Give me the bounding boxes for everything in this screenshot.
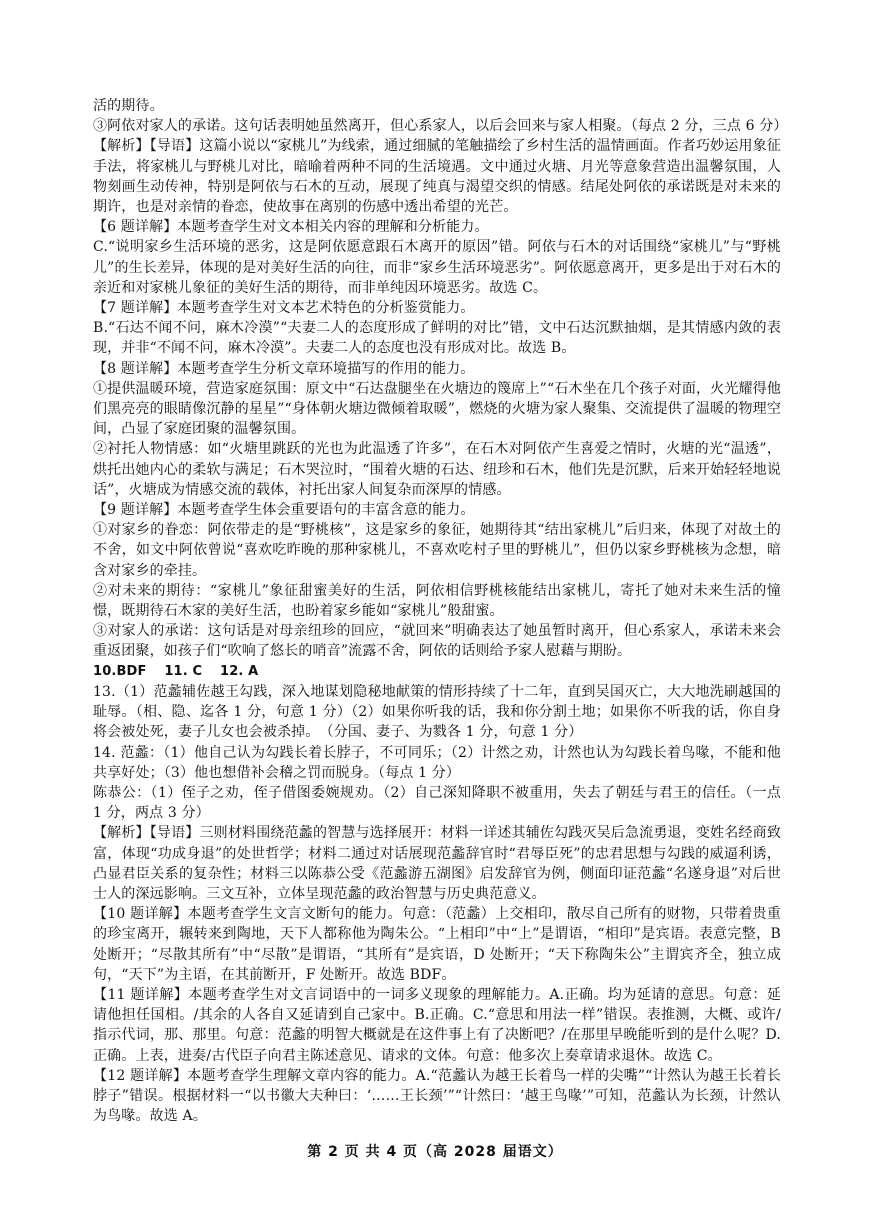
paragraph: 14. 范蠡：（1）他自己认为勾践长着长脖子，不可同乐；（2）计然之劝，计然也认为勾践长着鸟喙，不能和他共享好处；（3）他也想借补会稽之罚而脱身。（每点 1 分） [93,744,781,781]
paragraph: 13.（1）范蠡辅佐越王勾践，深入地谋划隐秘地献策的情形持续了十二年，直到吴国灭亡，大大地洗刷越国的耻辱。（相、隐、迄各 1 分，句意 1 分）（2）如果你听我的话，我和你分割土地；如果你不听我的话，你自身将会被处死，妻子儿女也会被杀掉。 （分国、妻子、为戮各 1 分，句意 1 分） [93,683,781,741]
paragraph: 【解析】【导语】三则材料围绕范蠡的智慧与选择展开：材料一详述其辅佐勾践灭吴后急流勇退，变姓名经商致富，体现“功成身退”的处世哲学；材料二通过对话展现范蠡辞官时“君辱臣死”的忠君思想与勾践的威逼利诱，凸显君臣关系的复杂性；材料三以陈恭公受《范蠡游五湖图》启发辞官为例，侧面印证范蠡“名遂身退”对后世士人的深远影响。三文互补，立体呈现范蠡的政治智慧与历史典范意义。 [93,825,781,902]
paragraph: 【9 题详解】本题考查学生体会重要语句的丰富含意的能力。 [93,502,475,519]
paragraph: 【12 题详解】本题考查学生理解文章内容的能力。A.“范蠡认为越王长着鸟一样的尖嘴”“计然认为越王长着长脖子”错误。根据材料一“以书徽大夫种曰：‘……王长颈’”“计然曰：‘越王鸟喙’”可知，范蠡认为长颈，计然认为鸟喙。故选 A。 [93,1067,781,1125]
paragraph: B.“石达不闻不问，麻木冷漠”“夫妻二人的态度形成了鲜明的对比”错，文中石达沉默抽烟，是其情感内敛的表现，并非“不闻不问，麻木冷漠”。夫妻二人的态度也没有形成对比。故选 B。 [93,320,781,357]
paragraph: 【6 题详解】本题考查学生对文本相关内容的理解和分析能力。 [93,219,489,236]
paragraph: ①对家乡的眷恋：阿依带走的是“野桃核”，这是家乡的象征，她期待其“结出家桃儿”后归来，体现了对故土的不舍，如文中阿依曾说“喜欢吃昨晚的那种家桃儿，不喜欢吃村子里的野桃儿”，但仍以家乡野桃核为念想，暗含对家乡的牵挂。 [93,522,781,579]
paragraph: ②对未来的期待：“家桃儿”象征甜蜜美好的生活，阿依相信野桃核能结出家桃儿，寄托了她对未来生活的憧憬，既期待石木家的美好生活，也盼着家乡能如“家桃儿”般甜蜜。 [93,582,781,620]
paragraph: 【8 题详解】本题考查学生分析文章环境描写的作用的能力。 [93,360,475,377]
paragraph: 【解析】【导语】这篇小说以“家桃儿”为线索，通过细腻的笔触描绘了乡村生活的温情画面。作者巧妙运用象征手法，将家桃儿与野桃儿对比，暗喻着两种不同的生活境遇。文中通过火塘、月光等意象营造出温馨氛围，人物刻画生动传神，特别是阿依与石木的互动，展现了纯真与渴望交织的情感。结尾处阿依的承诺既是对未来的期许，也是对亲情的眷恋，使故事在离别的伤感中透出希望的光芒。 [93,138,781,216]
answer-key-body [93,96,788,1126]
paragraph: ③对家人的承诺：这句话是对母亲纽珍的回应，“就回来”明确表达了她虽暂时离开，但心系家人，承诺未来会重返团聚，如孩子们“吹响了悠长的哨音”流露不舍，阿依的话则给予家人慰藉与期盼。 [93,623,781,660]
paragraph: C.“说明家乡生活环境的恶劣，这是阿依愿意跟石木离开的原因”错。阿依与石木的对话围绕“家桃儿”与“野桃儿”的生长差异，体现的是对美好生活的向往，而非“家乡生活环境恶劣”。阿依愿意离开，更多是出于对石木的亲近和对家桃儿象征的美好生活的期待，而非单纯因环境恶劣。故选 C。 [93,239,781,296]
paragraph: 【7 题详解】本题考查学生对文本艺术特色的分析鉴赏能力。 [93,300,475,317]
paragraph: 【10 题详解】本题考查学生文言文断句的能力。句意：（范蠡）上交相印，散尽自己所有的财物，只带着贵重的珍宝离开，辗转来到陶地，天下人都称他为陶朱公。“上相印”中“上”是谓语，“相印”是宾语。表意完整，B 处断开；“尽散其所有”中“尽散”是谓语，“其所有”是宾语，D 处断开；“天下称陶朱公”主谓宾齐全，独立成句，“天下”为主语，在其前断开，F 处断开。故选 BDF。 [93,906,781,983]
paragraph: 【11 题详解】本题考查学生对文言词语中的一词多义现象的理解能力。A.正确。均为延请的意思。句意：延请他担任国相。/其余的人各自又延请到自己家中。B.正确。C.“意思和用法一样”错误。表推测，大概、或许/指示代词，那、那里。句意：范蠡的明智大概就是在这件事上有了决断吧？/在那里早晚能听到的是什么呢？D.正确。上表，进奏/古代臣子向君主陈述意见、请求的文体。句意：他多次上奏章请求退休。故选 C。 [93,986,781,1064]
paragraph: 活的期待。 [93,98,164,114]
page-footer: 第 2 页 共 4 页（高 2028 届语文） [307,1144,563,1160]
paragraph: 陈恭公：（1）侄子之劝，侄子借图委婉规劝。（2）自己深知降职不被重用，失去了朝廷与君王的信任。（一点 1 分，两点 3 分） [93,784,781,822]
paragraph: ③阿依对家人的承诺。这句话表明她虽然离开，但心系家人，以后会回来与家人相聚。（每点 2 分，三点 6 分） [93,118,788,135]
paragraph: ①提供温暖环境，营造家庭氛围：原文中“石达盘腿坐在火塘边的篾席上”“石木坐在几个孩子对面，火光耀得他们黑亮亮的眼睛像沉静的星星”“身体朝火塘边微倾着取暖”，燃烧的火塘为家人聚集、交流提供了温暖的物理空间，凸显了家庭团聚的温馨氛围。 [93,380,781,438]
answer-line-choice: 10.BDF 11. C 12. A [93,663,259,679]
paragraph: ②衬托人物情感：如“火塘里跳跃的光也为此温透了许多”，在石木对阿依产生喜爱之情时，火塘的光“温透”，烘托出她内心的柔软与满足；石木哭泣时，“围着火塘的石达、纽珍和石木，他们先是沉默，后来开始轻轻地说话”，火塘成为情感交流的载体，衬托出家人间复杂而深厚的情感。 [93,441,781,498]
